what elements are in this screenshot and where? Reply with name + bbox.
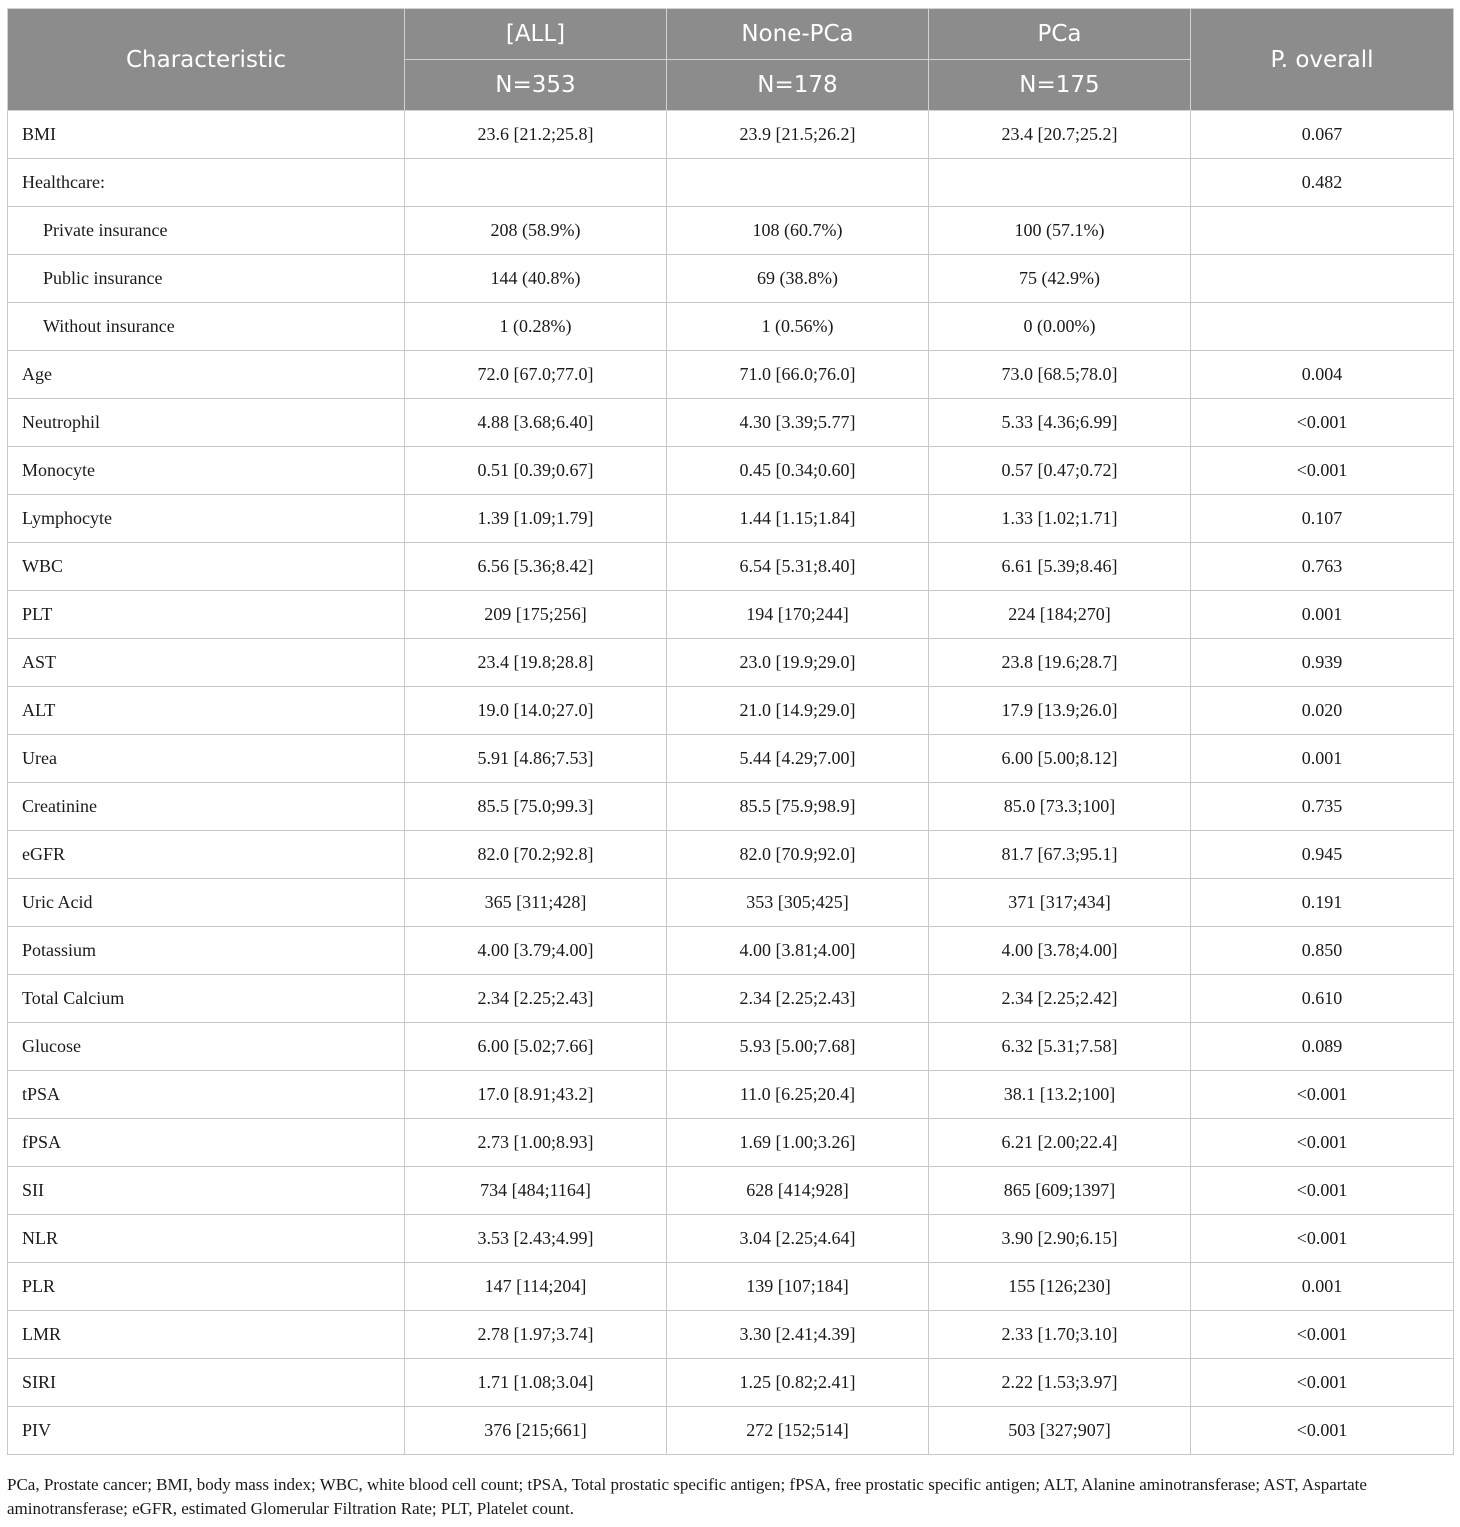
row-label: ALT xyxy=(8,687,405,735)
row-label: Age xyxy=(8,351,405,399)
cell-pca: 6.32 [5.31;7.58] xyxy=(929,1023,1191,1071)
row-label: Lymphocyte xyxy=(8,495,405,543)
cell-all: 23.6 [21.2;25.8] xyxy=(405,111,667,159)
cell-pca: 6.00 [5.00;8.12] xyxy=(929,735,1191,783)
cell-all: 6.00 [5.02;7.66] xyxy=(405,1023,667,1071)
cell-none-pca xyxy=(667,159,929,207)
row-label: tPSA xyxy=(8,1071,405,1119)
row-label: WBC xyxy=(8,543,405,591)
cell-none-pca: 4.30 [3.39;5.77] xyxy=(667,399,929,447)
cell-pca: 155 [126;230] xyxy=(929,1263,1191,1311)
table-row xyxy=(8,351,1454,399)
cell-p-overall: 0.107 xyxy=(1191,495,1454,543)
cell-all: 4.88 [3.68;6.40] xyxy=(405,399,667,447)
table-row xyxy=(8,687,1454,735)
cell-pca: 3.90 [2.90;6.15] xyxy=(929,1215,1191,1263)
header-row-1 xyxy=(8,9,1454,60)
cell-pca: 6.61 [5.39;8.46] xyxy=(929,543,1191,591)
table-row xyxy=(8,303,1454,351)
row-label: eGFR xyxy=(8,831,405,879)
table-body xyxy=(8,111,1454,1455)
cell-none-pca: 0.45 [0.34;0.60] xyxy=(667,447,929,495)
cell-all: 82.0 [70.2;92.8] xyxy=(405,831,667,879)
cell-p-overall: <0.001 xyxy=(1191,1311,1454,1359)
cell-all xyxy=(405,159,667,207)
table-row xyxy=(8,879,1454,927)
table-row xyxy=(8,111,1454,159)
cell-all: 1.39 [1.09;1.79] xyxy=(405,495,667,543)
cell-none-pca: 1.25 [0.82;2.41] xyxy=(667,1359,929,1407)
cell-pca: 6.21 [2.00;22.4] xyxy=(929,1119,1191,1167)
table-row xyxy=(8,639,1454,687)
cell-all: 5.91 [4.86;7.53] xyxy=(405,735,667,783)
cell-none-pca: 3.04 [2.25;4.64] xyxy=(667,1215,929,1263)
table-row xyxy=(8,399,1454,447)
cell-all: 365 [311;428] xyxy=(405,879,667,927)
table-row xyxy=(8,591,1454,639)
cell-pca xyxy=(929,159,1191,207)
cell-all: 1.71 [1.08;3.04] xyxy=(405,1359,667,1407)
cell-all: 144 (40.8%) xyxy=(405,255,667,303)
cell-p-overall xyxy=(1191,255,1454,303)
cell-p-overall: <0.001 xyxy=(1191,1359,1454,1407)
cell-none-pca: 108 (60.7%) xyxy=(667,207,929,255)
row-label: BMI xyxy=(8,111,405,159)
cell-pca: 85.0 [73.3;100] xyxy=(929,783,1191,831)
cell-pca: 23.8 [19.6;28.7] xyxy=(929,639,1191,687)
cell-none-pca: 1 (0.56%) xyxy=(667,303,929,351)
cell-none-pca: 69 (38.8%) xyxy=(667,255,929,303)
header-pca: PCa xyxy=(929,9,1191,60)
cell-all: 1 (0.28%) xyxy=(405,303,667,351)
cell-none-pca: 194 [170;244] xyxy=(667,591,929,639)
header-characteristic: Characteristic xyxy=(8,9,405,111)
table-row xyxy=(8,1359,1454,1407)
cell-none-pca: 23.9 [21.5;26.2] xyxy=(667,111,929,159)
table-row xyxy=(8,1119,1454,1167)
cell-p-overall: 0.067 xyxy=(1191,111,1454,159)
row-label: SIRI xyxy=(8,1359,405,1407)
row-label: NLR xyxy=(8,1215,405,1263)
cell-none-pca: 85.5 [75.9;98.9] xyxy=(667,783,929,831)
row-label: PIV xyxy=(8,1407,405,1455)
cell-all: 6.56 [5.36;8.42] xyxy=(405,543,667,591)
row-label: LMR xyxy=(8,1311,405,1359)
cell-pca: 17.9 [13.9;26.0] xyxy=(929,687,1191,735)
cell-p-overall: 0.089 xyxy=(1191,1023,1454,1071)
table-row xyxy=(8,1407,1454,1455)
cell-all: 208 (58.9%) xyxy=(405,207,667,255)
row-label: PLR xyxy=(8,1263,405,1311)
cell-pca: 1.33 [1.02;1.71] xyxy=(929,495,1191,543)
table-row xyxy=(8,1263,1454,1311)
characteristics-table xyxy=(7,8,1454,1455)
table-row xyxy=(8,975,1454,1023)
cell-pca: 865 [609;1397] xyxy=(929,1167,1191,1215)
row-label: SII xyxy=(8,1167,405,1215)
row-label: Uric Acid xyxy=(8,879,405,927)
cell-p-overall: <0.001 xyxy=(1191,1167,1454,1215)
cell-p-overall: 0.482 xyxy=(1191,159,1454,207)
cell-pca: 2.22 [1.53;3.97] xyxy=(929,1359,1191,1407)
cell-p-overall: 0.020 xyxy=(1191,687,1454,735)
row-label: Private insurance xyxy=(8,207,405,255)
cell-p-overall: <0.001 xyxy=(1191,1407,1454,1455)
row-label: AST xyxy=(8,639,405,687)
cell-p-overall: <0.001 xyxy=(1191,1215,1454,1263)
cell-p-overall: <0.001 xyxy=(1191,399,1454,447)
table-row xyxy=(8,543,1454,591)
cell-none-pca: 4.00 [3.81;4.00] xyxy=(667,927,929,975)
table-row xyxy=(8,1023,1454,1071)
row-label: Urea xyxy=(8,735,405,783)
cell-pca: 0.57 [0.47;0.72] xyxy=(929,447,1191,495)
cell-p-overall: 0.763 xyxy=(1191,543,1454,591)
row-label: Glucose xyxy=(8,1023,405,1071)
cell-all: 209 [175;256] xyxy=(405,591,667,639)
row-label: fPSA xyxy=(8,1119,405,1167)
cell-p-overall xyxy=(1191,303,1454,351)
cell-none-pca: 5.93 [5.00;7.68] xyxy=(667,1023,929,1071)
table-footnote: PCa, Prostate cancer; BMI, body mass index; WBC, white blood cell count; tPSA, Total prostatic specific antigen; fPSA, free prostatic specific antigen; ALT, Alanine aminotransferase; AST, Aspartate aminotransferase; eGFR, estimated Glomerular Filtration Rate; PLT, Platelet count. xyxy=(7,1475,1367,1518)
cell-none-pca: 2.34 [2.25;2.43] xyxy=(667,975,929,1023)
cell-pca: 224 [184;270] xyxy=(929,591,1191,639)
row-label: Public insurance xyxy=(8,255,405,303)
header-p-overall: P. overall xyxy=(1191,9,1454,111)
table-row xyxy=(8,1071,1454,1119)
header-none-pca-n: N=178 xyxy=(667,60,929,111)
table-row xyxy=(8,207,1454,255)
table-row xyxy=(8,783,1454,831)
table-row xyxy=(8,495,1454,543)
cell-all: 72.0 [67.0;77.0] xyxy=(405,351,667,399)
cell-p-overall: 0.939 xyxy=(1191,639,1454,687)
cell-all: 23.4 [19.8;28.8] xyxy=(405,639,667,687)
cell-all: 147 [114;204] xyxy=(405,1263,667,1311)
cell-all: 2.73 [1.00;8.93] xyxy=(405,1119,667,1167)
cell-p-overall: 0.001 xyxy=(1191,591,1454,639)
cell-p-overall xyxy=(1191,207,1454,255)
row-label: PLT xyxy=(8,591,405,639)
table-row xyxy=(8,1215,1454,1263)
cell-all: 376 [215;661] xyxy=(405,1407,667,1455)
cell-pca: 100 (57.1%) xyxy=(929,207,1191,255)
header-pca-n: N=175 xyxy=(929,60,1191,111)
cell-pca: 2.34 [2.25;2.42] xyxy=(929,975,1191,1023)
cell-pca: 73.0 [68.5;78.0] xyxy=(929,351,1191,399)
cell-p-overall: <0.001 xyxy=(1191,447,1454,495)
cell-pca: 4.00 [3.78;4.00] xyxy=(929,927,1191,975)
table-row xyxy=(8,735,1454,783)
table-header xyxy=(8,9,1454,111)
cell-p-overall: <0.001 xyxy=(1191,1071,1454,1119)
table-row xyxy=(8,1167,1454,1215)
cell-none-pca: 353 [305;425] xyxy=(667,879,929,927)
cell-all: 734 [484;1164] xyxy=(405,1167,667,1215)
row-label: Without insurance xyxy=(8,303,405,351)
cell-none-pca: 3.30 [2.41;4.39] xyxy=(667,1311,929,1359)
table-container xyxy=(7,8,1453,1455)
cell-pca: 23.4 [20.7;25.2] xyxy=(929,111,1191,159)
cell-none-pca: 139 [107;184] xyxy=(667,1263,929,1311)
cell-pca: 81.7 [67.3;95.1] xyxy=(929,831,1191,879)
row-label: Total Calcium xyxy=(8,975,405,1023)
table-row xyxy=(8,159,1454,207)
cell-p-overall: 0.001 xyxy=(1191,1263,1454,1311)
table-row xyxy=(8,1311,1454,1359)
cell-p-overall: 0.945 xyxy=(1191,831,1454,879)
cell-all: 4.00 [3.79;4.00] xyxy=(405,927,667,975)
cell-none-pca: 5.44 [4.29;7.00] xyxy=(667,735,929,783)
row-label: Potassium xyxy=(8,927,405,975)
cell-pca: 75 (42.9%) xyxy=(929,255,1191,303)
cell-p-overall: 0.610 xyxy=(1191,975,1454,1023)
cell-p-overall: 0.004 xyxy=(1191,351,1454,399)
cell-all: 2.78 [1.97;3.74] xyxy=(405,1311,667,1359)
cell-all: 3.53 [2.43;4.99] xyxy=(405,1215,667,1263)
cell-p-overall: 0.850 xyxy=(1191,927,1454,975)
cell-p-overall: 0.191 xyxy=(1191,879,1454,927)
header-none-pca: None-PCa xyxy=(667,9,929,60)
cell-none-pca: 272 [152;514] xyxy=(667,1407,929,1455)
cell-p-overall: 0.735 xyxy=(1191,783,1454,831)
cell-none-pca: 6.54 [5.31;8.40] xyxy=(667,543,929,591)
row-label: Healthcare: xyxy=(8,159,405,207)
cell-none-pca: 82.0 [70.9;92.0] xyxy=(667,831,929,879)
cell-pca: 2.33 [1.70;3.10] xyxy=(929,1311,1191,1359)
cell-none-pca: 1.44 [1.15;1.84] xyxy=(667,495,929,543)
row-label: Creatinine xyxy=(8,783,405,831)
cell-pca: 5.33 [4.36;6.99] xyxy=(929,399,1191,447)
table-row xyxy=(8,447,1454,495)
header-all-n: N=353 xyxy=(405,60,667,111)
cell-none-pca: 1.69 [1.00;3.26] xyxy=(667,1119,929,1167)
cell-pca: 371 [317;434] xyxy=(929,879,1191,927)
table-row xyxy=(8,255,1454,303)
cell-pca: 503 [327;907] xyxy=(929,1407,1191,1455)
row-label: Monocyte xyxy=(8,447,405,495)
cell-p-overall: <0.001 xyxy=(1191,1119,1454,1167)
header-all: [ALL] xyxy=(405,9,667,60)
cell-none-pca: 628 [414;928] xyxy=(667,1167,929,1215)
cell-all: 0.51 [0.39;0.67] xyxy=(405,447,667,495)
table-row xyxy=(8,831,1454,879)
row-label: Neutrophil xyxy=(8,399,405,447)
cell-all: 19.0 [14.0;27.0] xyxy=(405,687,667,735)
cell-all: 85.5 [75.0;99.3] xyxy=(405,783,667,831)
cell-none-pca: 21.0 [14.9;29.0] xyxy=(667,687,929,735)
cell-none-pca: 71.0 [66.0;76.0] xyxy=(667,351,929,399)
cell-none-pca: 23.0 [19.9;29.0] xyxy=(667,639,929,687)
cell-all: 2.34 [2.25;2.43] xyxy=(405,975,667,1023)
cell-p-overall: 0.001 xyxy=(1191,735,1454,783)
cell-all: 17.0 [8.91;43.2] xyxy=(405,1071,667,1119)
cell-pca: 38.1 [13.2;100] xyxy=(929,1071,1191,1119)
table-row xyxy=(8,927,1454,975)
cell-pca: 0 (0.00%) xyxy=(929,303,1191,351)
cell-none-pca: 11.0 [6.25;20.4] xyxy=(667,1071,929,1119)
